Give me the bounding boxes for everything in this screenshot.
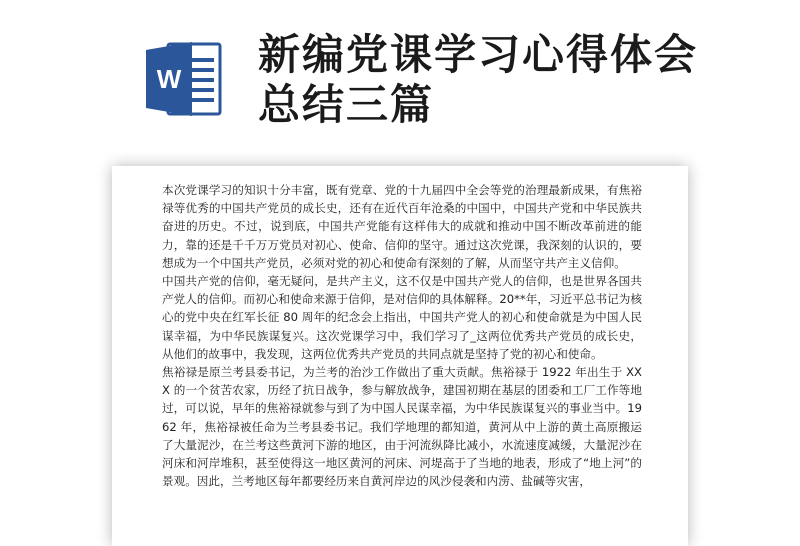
document-body [162,181,642,490]
paragraph: 中国共产党的信仰，毫无疑问，是共产主义，这不仅是中国共产党人的信仰，也是世界各国共产党人的信仰。而初心和使命来源于信仰，是对信仰的具体解释。20**年，习近平总书记为核心的党中央在红军长征 80 周年的纪念会上指出，中国共产党人的初心和使命就是为中国人民谋幸福，为中华民族谋复兴。这次党课学习中，我们学习了_这两位优秀共产党员的成长史，从他们的故事中，我发现，这两位优秀共产党员的共同点就是坚持了党的初心和使命。 [162,274,642,361]
page-title: 新编党课学习心得体会总结三篇 [258,30,699,129]
word-icon-letter: W [156,64,182,94]
paragraph: 本次党课学习的知识十分丰富，既有党章、党的十九届四中全会等党的治理最新成果，有焦裕禄等优秀的中国共产党员的成长史，还有在近代百年沧桑的中国中，中国共产党和中华民族共奋进的历史。不过，说到底，中国共产党能有这样伟大的成就和推动中国不断改革前进的能力，靠的还是千千万万党员对初心、使命、信仰的坚守。通过这次党课，我深刻的认识的，要想成为一个中国共产党员，必须对党的初心和使命有深刻的了解，从而坚守共产主义信仰。 [162,183,642,270]
paragraph: 焦裕禄是原兰考县委书记，为兰考的治沙工作做出了重大贡献。焦裕禄于 1922 年出生于 XXX 的一个贫苦农家，历经了抗日战争，参与解放战争，建国初期在基层的团委和工厂工作等地过，可以说，早年的焦裕禄就参与到了为中国人民谋幸福，为中华民族谋复兴的事业当中。1962 年，焦裕禄被任命为兰考县委书记。我们学地理的都知道，黄河从中上游的黄土高原搬运了大量泥沙，在兰考这些黄河下游的地区，由于河流纵降比减小，水流速度减缓，大量泥沙在河床和河岸堆积，甚至使得这一地区黄河的河床、河堤高于了当地的地表，形成了“地上河”的景观。因此，兰考地区每年都要经历来自黄河岸边的风沙侵袭和内涝、盐碱等灾害， [162,365,642,489]
word-icon [146,38,224,120]
header [0,0,800,160]
